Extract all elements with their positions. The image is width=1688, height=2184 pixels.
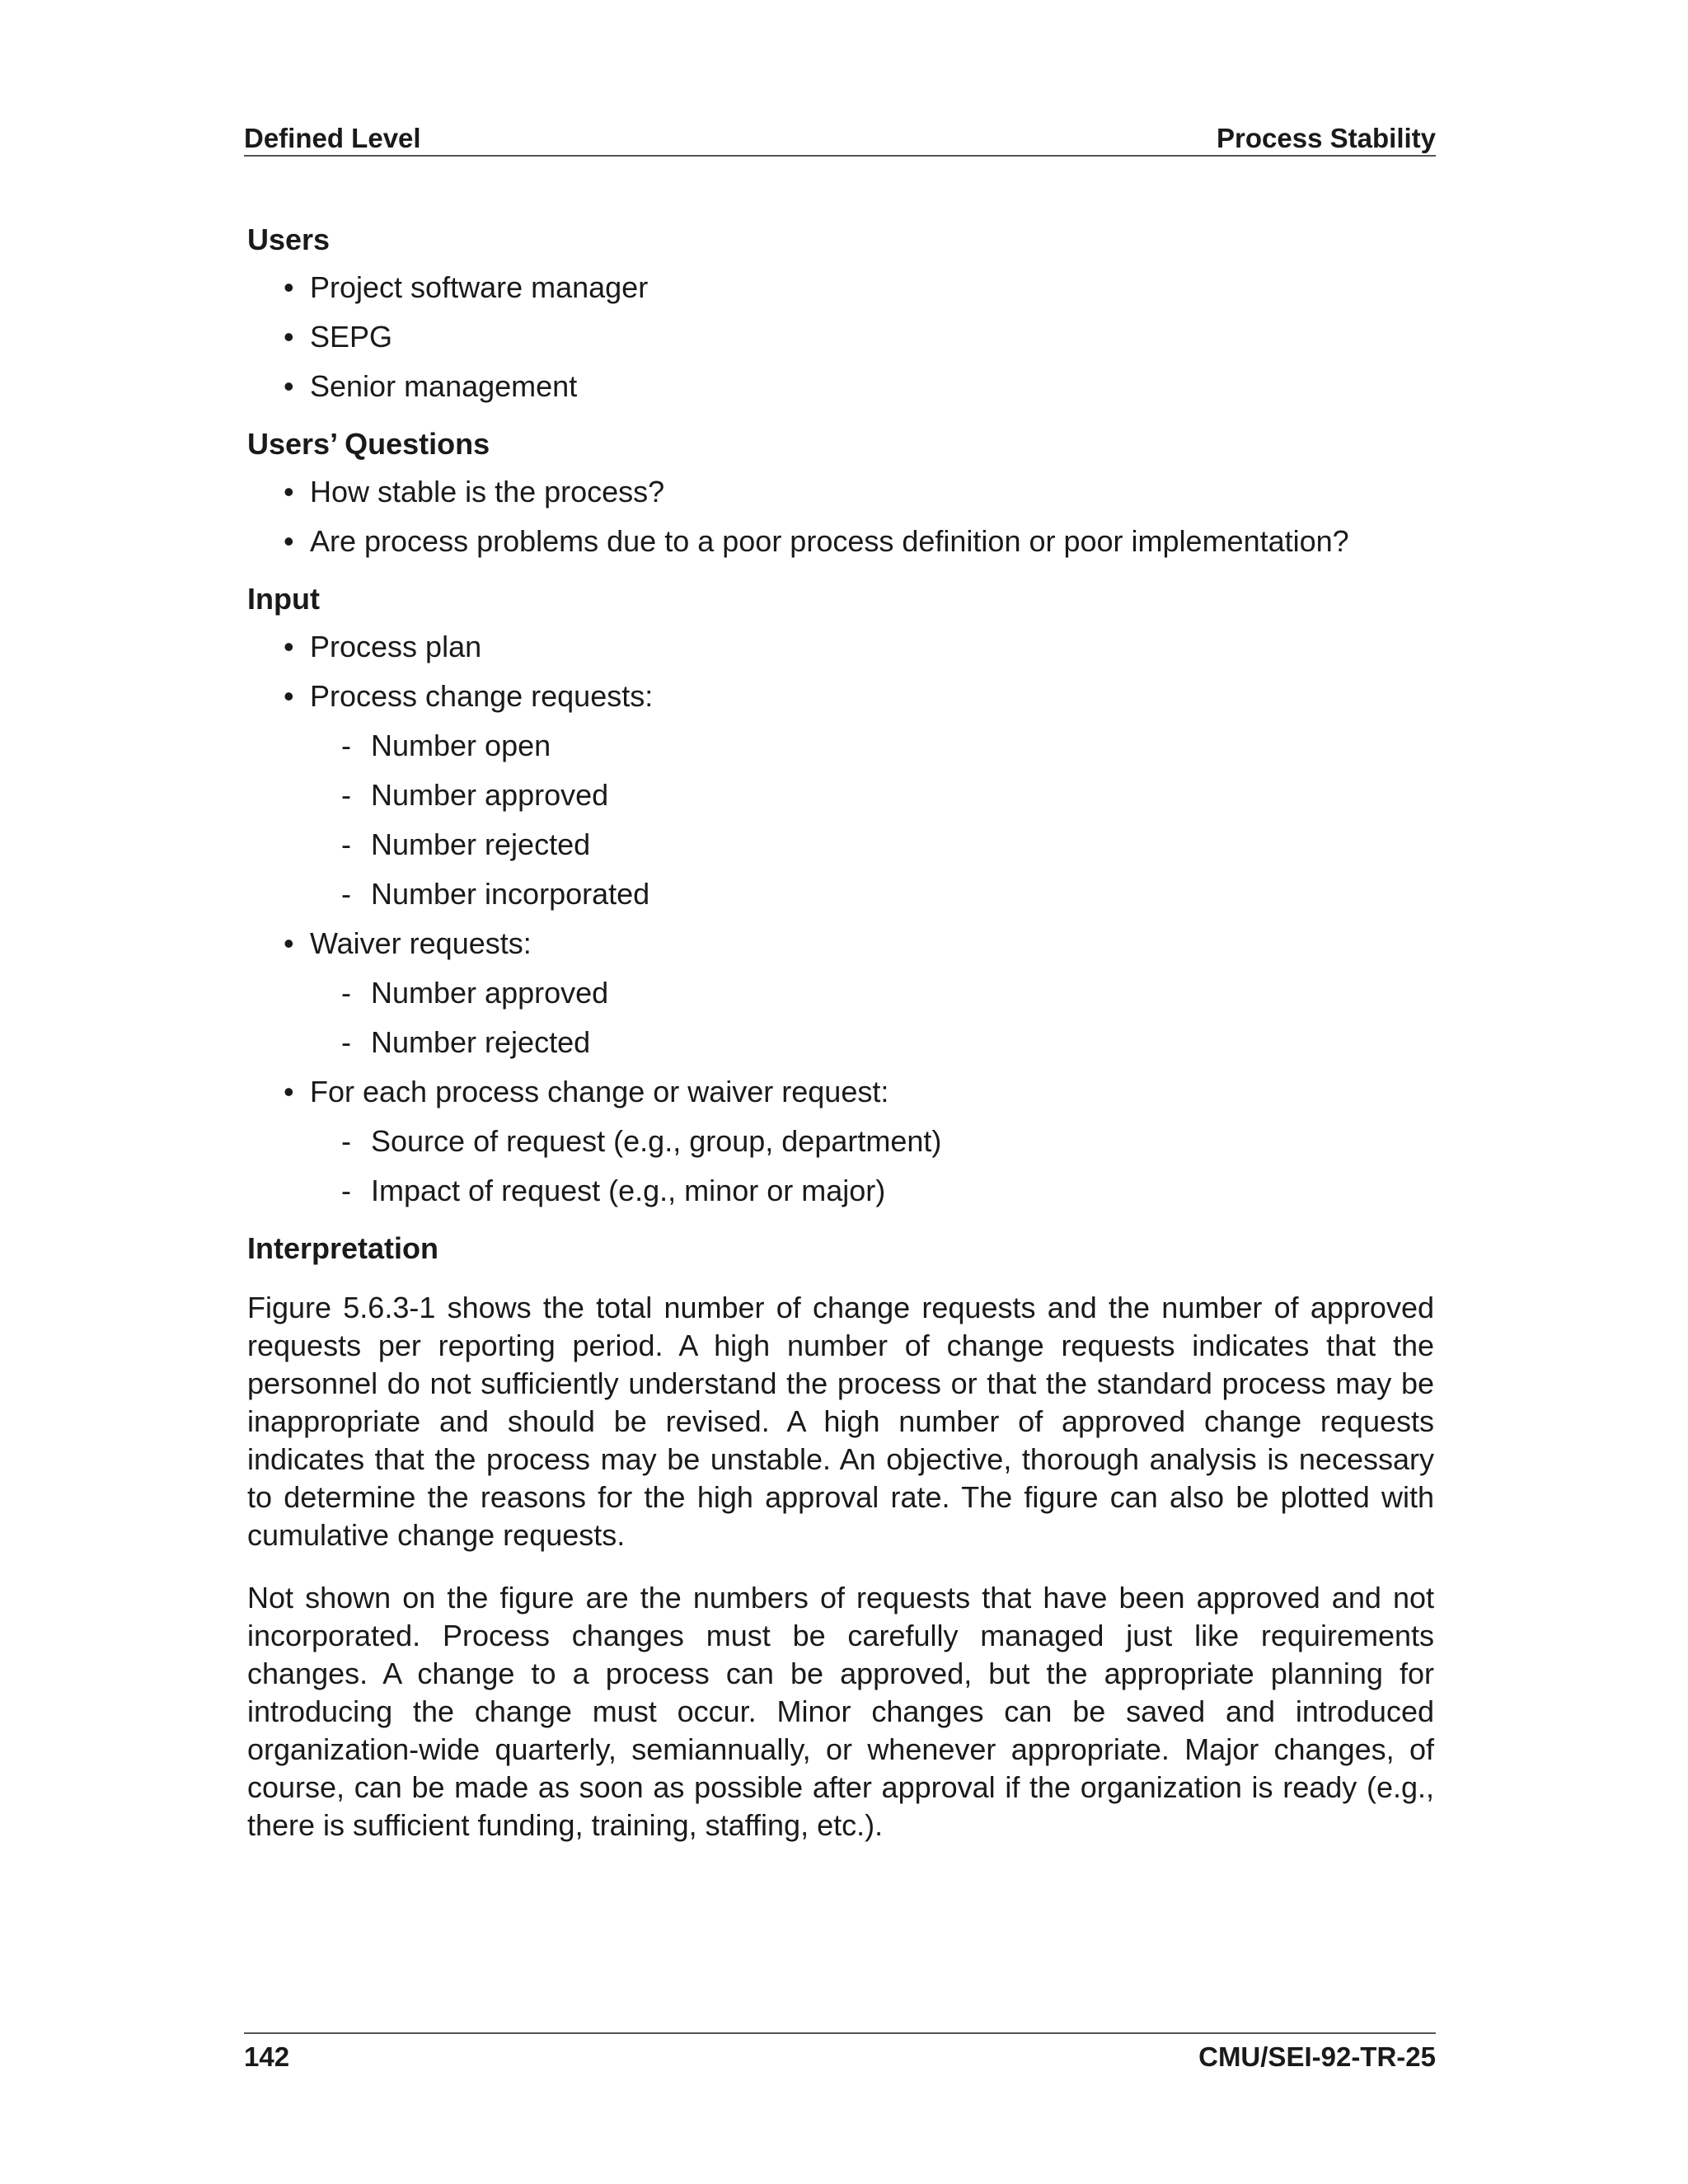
sub-list-item: - Number approved [310, 776, 1434, 814]
sub-list-item: - Source of request (e.g., group, department) [310, 1122, 1434, 1160]
main-content [247, 221, 1434, 1869]
questions-heading: Users’ Questions [247, 427, 490, 461]
sub-list [310, 974, 1434, 1062]
interpretation-paragraph: Not shown on the figure are the numbers of requests that have been approved and not incorporated. Process changes must be carefully managed just like requirements changes. A change to a process can be approved, but the appropriate planning for introducing the change must occur. Minor changes can be saved and introduced organization-wide quarterly, semiannually, or whenever appropriate. Major changes, of course, can be made as soon as possible after approval if the organization is ready (e.g., there is sufficient funding, training, staffing, etc.). [247, 1581, 1434, 1842]
sub-list-item: - Number open [310, 727, 1434, 765]
list-item: • Are process problems due to a poor process definition or poor implementation? [247, 523, 1434, 560]
users-heading: Users [247, 223, 331, 256]
report-id: CMU/SEI-92-TR-25 [1198, 2041, 1436, 2072]
list-item-label: For each process change or waiver request: [310, 1075, 889, 1108]
page-number: 142 [244, 2041, 290, 2072]
sub-list-item: - Number rejected [310, 1024, 1434, 1062]
sub-list-item: - Number rejected [310, 826, 1434, 864]
list-item: • SEPG [247, 318, 1434, 356]
header-topic-label: Process Stability [1217, 123, 1436, 153]
list-item [247, 925, 1434, 1062]
input-list [247, 628, 1434, 1210]
running-header [244, 122, 1436, 157]
interpretation-paragraph: Figure 5.6.3-1 shows the total number of change requests and the number of approved requests per reporting period. A high number of change requests indicates that the personnel do not sufficiently understand the process or that the standard process may be inappropriate and should be revised. A high number of approved change requests indicates that the process may be unstable. An objective, thorough analysis is necessary to determine the reasons for the high approval rate. The figure can also be plotted with cumulative change requests. [247, 1291, 1434, 1552]
sub-list-item: - Number incorporated [310, 875, 1434, 913]
sub-list [310, 1122, 1434, 1210]
list-item: • How stable is the process? [247, 473, 1434, 511]
list-item: • Project software manager [247, 269, 1434, 307]
list-item [247, 677, 1434, 913]
interpretation-section [247, 1230, 1434, 1844]
list-item-label: Waiver requests: [310, 926, 532, 960]
list-item [247, 1073, 1434, 1210]
questions-list [247, 473, 1434, 560]
users-section [247, 221, 1434, 405]
list-item-label: Process change requests: [310, 679, 654, 713]
sub-list [310, 727, 1434, 913]
list-item [247, 628, 1434, 666]
list-item-label: Process plan [310, 630, 482, 663]
running-footer [244, 2032, 1436, 2074]
users-list [247, 269, 1434, 405]
questions-section [247, 425, 1434, 560]
sub-list-item: - Number approved [310, 974, 1434, 1012]
header-section-label: Defined Level [244, 123, 421, 153]
input-heading: Input [247, 582, 320, 616]
input-section [247, 580, 1434, 1210]
sub-list-item: - Impact of request (e.g., minor or major) [310, 1172, 1434, 1210]
interpretation-heading: Interpretation [247, 1231, 439, 1265]
list-item: • Senior management [247, 368, 1434, 405]
